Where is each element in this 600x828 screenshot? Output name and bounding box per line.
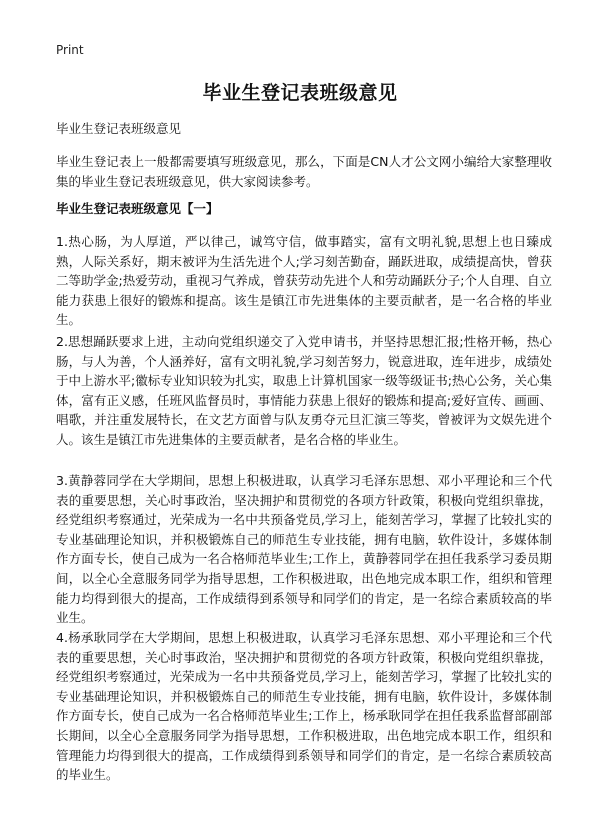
intro-paragraph: 毕业生登记表上一般都需要填写班级意见，那么，下面是CN人才公文网小编给大家整理收集的毕业生登记表班级意见，供大家阅读参考。 xyxy=(56,154,552,189)
body-paragraph-3: 3.黄静蓉同学在大学期间，思想上积极进取，认真学习毛泽东思想、邓小平理论和三个代表的重要思想，关心时事政治，坚决拥护和贯彻党的各项方针政策，积极向党组织靠拢，经党组织考察通过，光荣成为一名中共预备党员,学习上，能刻苦学习，掌握了比较扎实的专业基础理论知识，并积极锻炼自己的师范生专业技能，拥有电脑，软件设计，多媒体制作方面专长，使自己成为一名合格师范毕业生;工作上，黄静蓉同学在担任我系学习委员期间，以全心全意服务同学为指导思想，工作积极进取，出色地完成本职工作，组织和管理能力均得到很大的提高，工作成绩得到系领导和同学们的肯定，是一名综合素质较高的毕业生。 xyxy=(56,473,552,626)
document-subtitle: 毕业生登记表班级意见 xyxy=(56,121,182,136)
section-heading: 毕业生登记表班级意见【一】 xyxy=(56,201,219,216)
body-paragraph-2: 2.思想踊跃要求上进，主动向党组织递交了入党申请书，并坚持思想汇报;性格开畅，热心肠，与人为善，个人涵养好，富有文明礼貌,学习刻苦努力，锐意进取，连年进步，成绩处于中上游水平;徽标专业知识较为扎实，取患上计算机国家一级等级证书;热心公务，关心集体，富有正义感，任班风监督员时，事情能力获患上很好的锻炼和提高;爱好宣传、画画、唱歌，并注重发展特长，在文艺方面曾与队友勇夺元旦汇演三等奖，曾被评为文娱先进个人。该生是镇江市先进集体的主要贡献者，是名合格的毕业生。 xyxy=(56,334,552,447)
body-paragraph-4: 4.杨承耿同学在大学期间，思想上积极进取，认真学习毛泽东思想、邓小平理论和三个代表的重要思想，关心时事政治，坚决拥护和贯彻党的各项方针政策，积极向党组织靠拢，经党组织考察通过，光荣成为一名中共预备党员,学习上，能刻苦学习，掌握了比较扎实的专业基础理论知识，并积极锻炼自己的师范生专业技能，拥有电脑，软件设计，多媒体制作方面专长，使自己成为一名合格师范毕业生;工作上，杨承耿同学在担任我系监督部副部长期间，以全心全意服务同学为指导思想，工作积极进取，出色地完成本职工作，组织和管理能力均得到很大的提高，工作成绩得到系领导和同学们的肯定，是一名综合素质较高的毕业生。 xyxy=(56,630,552,783)
print-label[interactable]: Print xyxy=(56,43,84,57)
body-paragraph-1: 1.热心肠，为人厚道，严以律己，诚笃守信，做事踏实，富有文明礼貌,思想上也日臻成熟，人际关系好，期末被评为生活先进个人;学习刻苦勤奋，踊跃进取，成绩提高快，曾获二等助学金;热爱劳动，重视习气养成，曾获劳动先进个人和劳动踊跃分子;个人自理、自立能力获患上很好的锻炼和提高。该生是镇江市先进集体的主要贡献者，是一名合格的毕业生。 xyxy=(56,234,552,328)
page-title: 毕业生登记表班级意见 xyxy=(202,82,398,104)
